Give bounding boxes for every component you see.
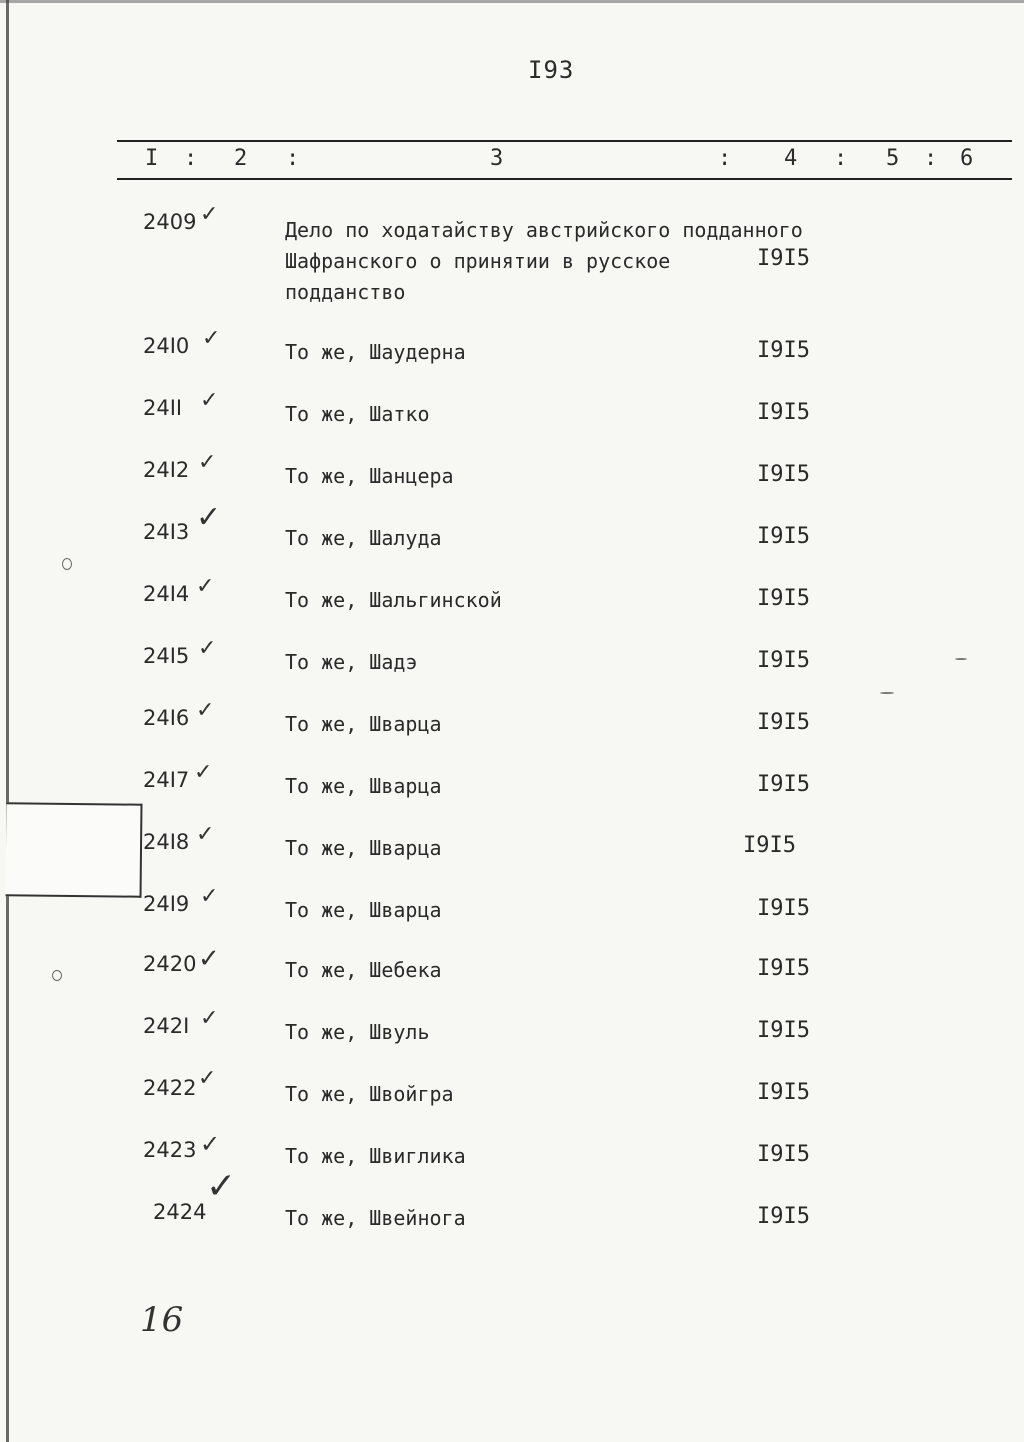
entry-description-line: подданство bbox=[285, 280, 406, 304]
header-rule-top bbox=[117, 140, 1012, 142]
check-mark-icon: ✓ bbox=[200, 1006, 219, 1031]
check-mark-icon: ✓ bbox=[202, 326, 221, 351]
page-binding-edge bbox=[6, 0, 9, 1442]
entry-number: 242I bbox=[143, 1014, 190, 1038]
entry-description-line: Дело по ходатайству австрийского подданного bbox=[285, 218, 803, 242]
check-mark-icon: ✓ bbox=[198, 1066, 217, 1091]
entry-description: То же, Шальгинской bbox=[285, 588, 502, 612]
entry-year: I9I5 bbox=[757, 648, 810, 673]
entry-year: I9I5 bbox=[757, 524, 810, 549]
column-separator: : bbox=[286, 146, 300, 171]
entry-description: То же, Шварца bbox=[285, 898, 442, 922]
column-header-1: I bbox=[145, 146, 159, 171]
entry-number: 2409 bbox=[143, 210, 197, 234]
entry-number: 2420 bbox=[143, 952, 197, 976]
ink-mark bbox=[955, 658, 967, 660]
entry-year: I9I5 bbox=[757, 1142, 810, 1167]
entry-year: I9I5 bbox=[757, 1080, 810, 1105]
check-mark-icon: ✓ bbox=[200, 884, 219, 909]
check-mark-icon: ✓ bbox=[206, 1166, 237, 1207]
column-header-6: 6 bbox=[960, 146, 974, 171]
entry-description: То же, Шадэ bbox=[285, 650, 418, 674]
column-separator: : bbox=[718, 146, 732, 171]
check-mark-icon: ✓ bbox=[196, 574, 215, 599]
entry-description: То же, Швиглика bbox=[285, 1144, 466, 1168]
paper-tab bbox=[6, 802, 143, 897]
entry-description: То же, Шебека bbox=[285, 958, 442, 982]
entry-number: 24I4 bbox=[143, 582, 190, 606]
entry-year: I9I5 bbox=[743, 833, 796, 858]
entry-number: 24I7 bbox=[143, 768, 190, 792]
entry-year: I9I5 bbox=[757, 1204, 810, 1229]
entry-year: I9I5 bbox=[757, 710, 810, 735]
column-header-5: 5 bbox=[886, 146, 900, 171]
entry-number: 24I2 bbox=[143, 458, 190, 482]
entry-description: То же, Швейнога bbox=[285, 1206, 466, 1230]
ink-mark bbox=[62, 558, 72, 570]
entry-number: 24I5 bbox=[143, 644, 190, 668]
check-mark-icon: ✓ bbox=[196, 500, 222, 535]
entry-description: То же, Шварца bbox=[285, 712, 442, 736]
entry-year: I9I5 bbox=[757, 896, 810, 921]
entry-year: I9I5 bbox=[757, 462, 810, 487]
entry-number: 2424 bbox=[153, 1200, 207, 1224]
check-mark-icon: ✓ bbox=[198, 450, 217, 475]
column-header-3: 3 bbox=[490, 146, 504, 171]
entry-description: То же, Шатко bbox=[285, 402, 430, 426]
entry-number: 2423 bbox=[143, 1138, 197, 1162]
entry-number: 24I9 bbox=[143, 892, 190, 916]
header-rule-bottom bbox=[117, 178, 1012, 180]
page-number: I93 bbox=[528, 56, 575, 84]
entry-description-line: Шафранского о принятии в русское bbox=[285, 249, 671, 273]
entry-number: 2422 bbox=[143, 1076, 197, 1100]
check-mark-icon: ✓ bbox=[200, 1130, 221, 1158]
entry-description: То же, Шаудерна bbox=[285, 340, 466, 364]
entry-description: То же, Шварца bbox=[285, 774, 442, 798]
check-mark-icon: ✓ bbox=[198, 636, 217, 661]
check-mark-icon: ✓ bbox=[200, 202, 219, 227]
entry-year: I9I5 bbox=[757, 586, 810, 611]
column-separator: : bbox=[924, 146, 938, 171]
entry-description: То же, Шварца bbox=[285, 836, 442, 860]
entry-year: I9I5 bbox=[757, 338, 810, 363]
entry-number: 24I6 bbox=[143, 706, 190, 730]
check-mark-icon: ✓ bbox=[198, 944, 220, 974]
column-separator: : bbox=[184, 146, 198, 171]
entry-year: I9I5 bbox=[757, 246, 810, 271]
entry-number: 24II bbox=[143, 396, 183, 420]
entry-description: То же, Шанцера bbox=[285, 464, 454, 488]
entry-year: I9I5 bbox=[757, 400, 810, 425]
entry-number: 24I0 bbox=[143, 334, 190, 358]
check-mark-icon: ✓ bbox=[196, 822, 215, 847]
entry-year: I9I5 bbox=[757, 956, 810, 981]
entry-description: То же, Шалуда bbox=[285, 526, 442, 550]
entry-description: То же, Швойгра bbox=[285, 1082, 454, 1106]
check-mark-icon: ✓ bbox=[196, 698, 215, 723]
column-header-4: 4 bbox=[784, 146, 798, 171]
column-separator: : bbox=[834, 146, 848, 171]
check-mark-icon: ✓ bbox=[200, 388, 219, 413]
page-top-edge bbox=[0, 0, 1024, 3]
column-header-2: 2 bbox=[234, 146, 248, 171]
entry-number: 24I3 bbox=[143, 520, 190, 544]
entry-year: I9I5 bbox=[757, 1018, 810, 1043]
entry-description: То же, Швуль bbox=[285, 1020, 430, 1044]
check-mark-icon: ✓ bbox=[194, 760, 213, 785]
handwritten-note: 16 bbox=[140, 1300, 184, 1340]
entry-number: 24I8 bbox=[143, 830, 190, 854]
ink-mark bbox=[880, 692, 894, 694]
ink-mark bbox=[52, 970, 62, 981]
entry-year: I9I5 bbox=[757, 772, 810, 797]
